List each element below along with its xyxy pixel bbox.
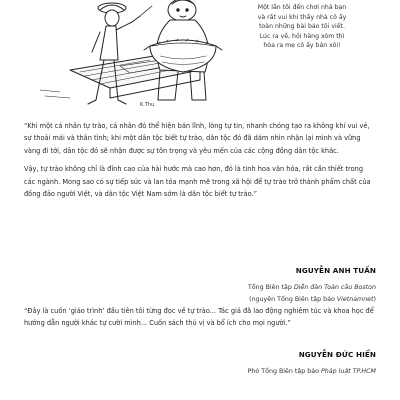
author-role: Phó Tổng Biên tập báo Pháp luật TP.HCM: [247, 368, 376, 375]
quote-paragraph: Vậy, tự trào không chỉ là đỉnh cao của hài hước mà cao hơn, đó là tinh hoa văn hóa, rất cần thiết trong các ngành. Mong sao có sự tiếp sức và lan tỏa mạnh mẽ trong xã hội để tự trào trở thành phẩm chất của đồng đảo người Việt, và dân tộc Việt Nam sớm là dân tộc biết tự trào.”: [24, 165, 371, 199]
signature-text: K.Thu: [140, 102, 155, 108]
caption-line: toàn những bài báo tôi viết.: [259, 23, 345, 31]
quote-2-body: [24, 305, 376, 336]
quote-1-body: [24, 120, 376, 206]
author-role: Tổng Biên tập Diễn đàn Toàn cầu Boston: [247, 284, 376, 291]
illustration-caption: [222, 3, 382, 51]
caption-line: Một lần tôi đến chơi nhà bạn: [257, 4, 347, 11]
author-name: NGUYỄN ĐỨC HIỂN: [298, 350, 376, 359]
author-name: NGUYỄN ANH TUẤN: [295, 266, 376, 275]
caption-line: và rất vui khi thấy nhà cô ấy: [257, 13, 347, 21]
quote-paragraph: “Khi một cá nhân tự trào, cá nhân đó thể hiện bản lĩnh, lòng tự tin, nhanh chóng tạo ra không khí vui vẻ, sự thoải mái và thân tình; khi một dân tộc biết tự trào, dân tộc đó đã dám nhìn nhận lại mình và vững vàng đi tới, dân tộc đó sẽ nhận được sự tôn trọng và yêu mến của các cộng đồng dân tộc khác.: [24, 122, 370, 155]
author-role: (nguyên Tổng Biên tập báo Vietnamnet): [249, 296, 376, 303]
quote-2-attribution: [76, 350, 376, 378]
caption-line: Lúc ra về, hỏi hàng xóm thì: [259, 32, 345, 40]
caption-line: hóa ra mẹ cô ấy bán xôi!: [263, 42, 341, 50]
quote-paragraph: “Đây là cuốn ‘giáo trình’ đầu tiên tôi từng đọc về tự trào... Tác giả đã lao động nghiêm túc và khoa học để hướng dẫn người khác tự cười mình... Cuốn sách thú vị và bổ ích cho mọi người.”: [24, 307, 374, 328]
quote-1-attribution: [76, 266, 376, 306]
